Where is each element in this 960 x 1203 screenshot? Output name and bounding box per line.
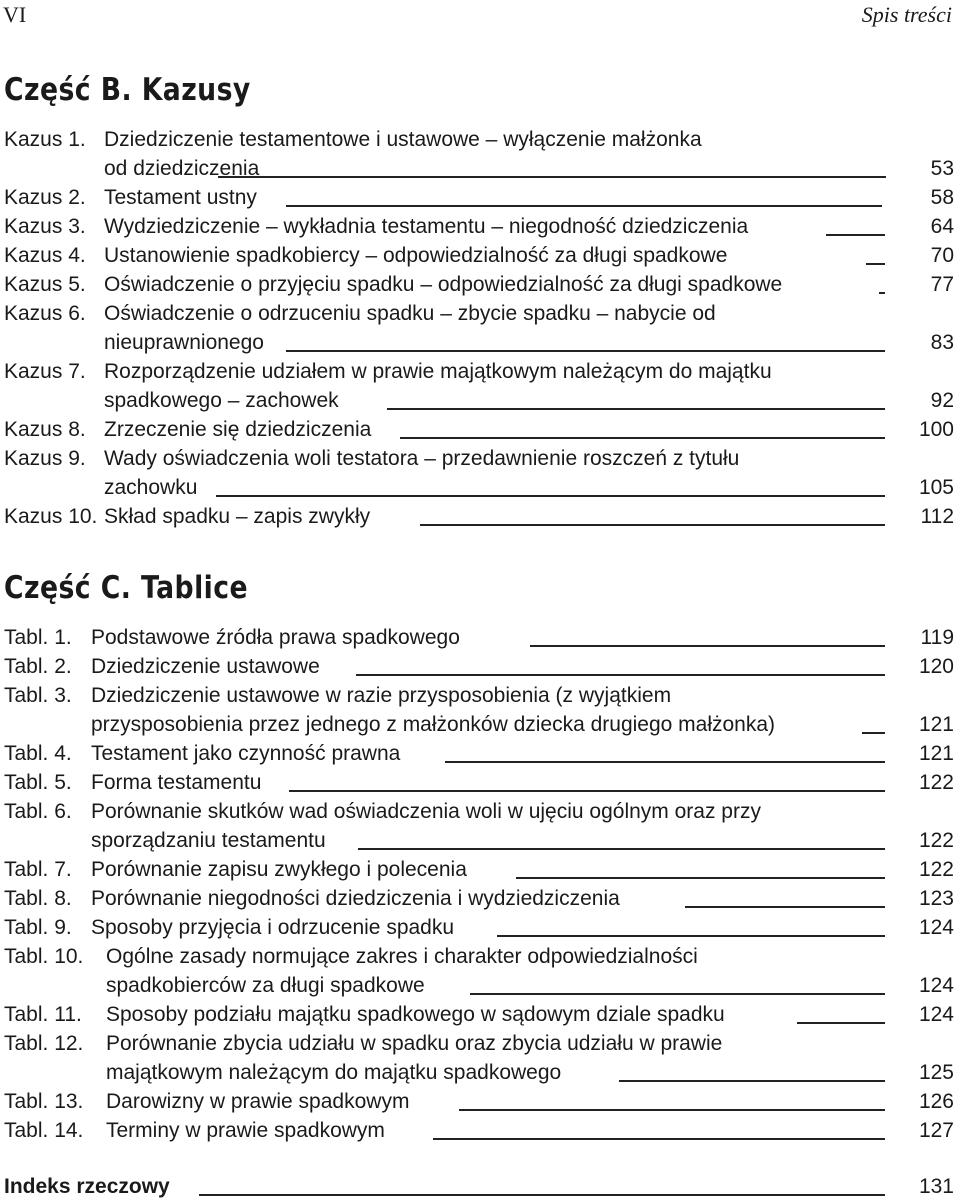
part-b-title: Część B. Kazusy	[4, 72, 251, 108]
leader-line	[862, 710, 885, 734]
toc-entry-line	[4, 241, 956, 270]
entry-title: Sposoby podziału majątku spadkowego w sądowym dziale spadku	[106, 1003, 725, 1026]
toc-entry-line	[4, 971, 956, 1000]
entry-page: 77	[930, 273, 954, 296]
entry-number: Tabl. 8.	[4, 887, 72, 910]
leader-line	[516, 855, 885, 879]
toc-entry[interactable]	[4, 502, 956, 531]
entry-number: Tabl. 2.	[4, 655, 72, 678]
toc-entry[interactable]	[4, 270, 956, 299]
entry-title: Wady oświadczenia woli testatora – przedawnienie roszczeń z tytułu	[104, 447, 740, 470]
leader-line	[400, 415, 885, 439]
leader-line	[530, 623, 885, 647]
toc-entry[interactable]	[4, 623, 956, 652]
toc-entry[interactable]	[4, 415, 956, 444]
toc-entry-line	[4, 1058, 956, 1087]
entry-number: Tabl. 6.	[4, 800, 72, 823]
entry-number: Tabl. 7.	[4, 858, 72, 881]
entry-title: Porównanie zbycia udziału w spadku oraz zbycia udziału w prawie	[106, 1032, 723, 1055]
running-title: Spis treści	[861, 2, 952, 27]
toc-entry-line	[4, 797, 956, 826]
toc-entry-line	[4, 1029, 956, 1058]
entry-page: 58	[930, 186, 954, 209]
toc-entry[interactable]	[4, 1029, 956, 1087]
toc-entry-line	[4, 1000, 956, 1029]
entry-title: Rozporządzenie udziałem w prawie majątkowym należącym do majątku	[104, 360, 772, 383]
leader-line	[218, 154, 886, 178]
entry-title: spadkowego – zachowek	[104, 389, 339, 412]
entry-number: Tabl. 10.	[4, 945, 84, 968]
entry-number: Kazus 5.	[4, 273, 86, 296]
leader-line	[216, 473, 885, 497]
toc-entry[interactable]	[4, 212, 956, 241]
entry-page: 122	[918, 829, 954, 852]
entry-title: Zrzeczenie się dziedziczenia	[104, 418, 372, 441]
entry-page: 105	[918, 476, 954, 499]
leader-line	[619, 1058, 885, 1082]
toc-entry[interactable]	[4, 681, 956, 739]
entry-number: Kazus 10.	[4, 505, 98, 528]
leader-line	[356, 652, 885, 676]
leader-line	[445, 739, 885, 763]
toc-entry-line	[4, 125, 956, 154]
entry-page: 123	[918, 887, 954, 910]
entry-page: 119	[920, 626, 954, 649]
entry-number: Kazus 6.	[4, 302, 86, 325]
toc-entry-line	[4, 681, 956, 710]
entry-number: Tabl. 14.	[4, 1119, 84, 1142]
entry-title: zachowku	[104, 476, 198, 499]
entry-page: 92	[930, 389, 954, 412]
toc-entry[interactable]	[4, 1000, 956, 1029]
leader-line	[470, 971, 885, 995]
leader-line	[358, 826, 885, 850]
toc-entry-line	[4, 710, 956, 739]
entry-number: Kazus 4.	[4, 244, 86, 267]
leader-line	[826, 212, 885, 236]
toc-entry-line	[4, 154, 956, 183]
entry-title: Dziedziczenie ustawowe w razie przysposobienia (z wyjątkiem	[91, 684, 672, 707]
entry-number: Tabl. 11.	[4, 1003, 82, 1026]
entry-title: Testament ustny	[104, 186, 257, 209]
entry-title: Dziedziczenie ustawowe	[91, 655, 320, 678]
toc-entry[interactable]	[4, 183, 956, 212]
entry-number: Kazus 3.	[4, 215, 86, 238]
toc-entry-line	[4, 270, 956, 299]
toc-entry[interactable]	[4, 652, 956, 681]
toc-entry-line	[4, 473, 956, 502]
entry-page: 64	[930, 215, 954, 238]
entry-title: Ustanowienie spadkobiercy – odpowiedzialność za długi spadkowe	[104, 244, 728, 267]
toc-entry[interactable]	[4, 125, 956, 183]
toc-entry-index[interactable]	[4, 1172, 956, 1201]
entry-title: Sposoby przyjęcia i odrzucenie spadku	[91, 916, 455, 939]
toc-entry[interactable]	[4, 768, 956, 797]
leader-line	[286, 183, 882, 207]
toc-entry[interactable]	[4, 884, 956, 913]
leader-line	[420, 502, 885, 526]
toc-entry-line	[4, 1087, 956, 1116]
entry-title: Porównanie skutków wad oświadczenia woli w ujęciu ogólnym oraz przy	[91, 800, 761, 823]
entry-title: spadkobierców za długi spadkowe	[106, 974, 425, 997]
toc-entry-line	[4, 826, 956, 855]
entry-number: Kazus 2.	[4, 186, 86, 209]
toc-entry-line	[4, 768, 956, 797]
entry-number: Kazus 1.	[4, 128, 86, 151]
entry-number: Tabl. 4.	[4, 742, 72, 765]
entry-number: Tabl. 9.	[4, 916, 72, 939]
entry-page: 120	[918, 655, 954, 678]
part-c-title: Część C. Tablice	[4, 570, 248, 606]
toc-entry-line	[4, 415, 956, 444]
entry-title: Testament jako czynność prawna	[91, 742, 401, 765]
leader-line	[433, 1116, 885, 1140]
toc-entry-line	[4, 183, 956, 212]
toc-entry[interactable]	[4, 855, 956, 884]
entry-number: Tabl. 3.	[4, 684, 72, 707]
leader-line	[685, 884, 885, 908]
entry-number: Kazus 7.	[4, 360, 86, 383]
entry-title: Oświadczenie o odrzuceniu spadku – zbycie spadku – nabycie od	[104, 302, 716, 325]
toc-entry-line	[4, 357, 956, 386]
entry-title: Skład spadku – zapis zwykły	[104, 505, 371, 528]
toc-entry-line	[4, 942, 956, 971]
toc-entry-line	[4, 212, 956, 241]
entry-number: Tabl. 5.	[4, 771, 72, 794]
entry-page: 124	[918, 916, 954, 939]
toc-entry[interactable]	[4, 357, 956, 415]
leader-line	[387, 386, 885, 410]
index-page: 131	[918, 1175, 954, 1198]
toc-entry[interactable]	[4, 942, 956, 1000]
entry-page: 121	[918, 742, 954, 765]
leader-line	[459, 1087, 885, 1111]
toc-entry-line	[4, 855, 956, 884]
entry-page: 122	[918, 771, 954, 794]
toc-entry[interactable]	[4, 1087, 956, 1116]
toc-entry[interactable]	[4, 797, 956, 855]
entry-number: Kazus 8.	[4, 418, 86, 441]
toc-entry-line	[4, 739, 956, 768]
entry-title: sporządzaniu testamentu	[91, 829, 326, 852]
running-head	[0, 0, 960, 30]
page-number: VI	[3, 2, 27, 27]
toc-entry-line	[4, 502, 956, 531]
entry-page: 124	[918, 974, 954, 997]
entry-title: Porównanie niegodności dziedziczenia i wydziedziczenia	[91, 887, 620, 910]
entry-page: 121	[918, 713, 954, 736]
entry-page: 125	[918, 1061, 954, 1084]
entry-page: 124	[918, 1003, 954, 1026]
entry-title: Terminy w prawie spadkowym	[106, 1119, 385, 1142]
leader-line	[289, 768, 885, 792]
entry-page: 112	[920, 505, 954, 528]
leader-line	[286, 328, 885, 352]
entry-title: Dziedziczenie testamentowe i ustawowe – wyłączenie małżonka	[104, 128, 702, 151]
entry-title: Forma testamentu	[91, 771, 262, 794]
leader-line	[497, 913, 885, 937]
entry-title: Porównanie zapisu zwykłego i polecenia	[91, 858, 467, 881]
entry-page: 127	[918, 1119, 954, 1142]
entry-number: Tabl. 12.	[4, 1032, 84, 1055]
entry-page: 100	[918, 418, 954, 441]
toc-entry[interactable]	[4, 913, 956, 942]
entry-page: 70	[930, 244, 954, 267]
entry-number: Kazus 9.	[4, 447, 86, 470]
entry-title: Ogólne zasady normujące zakres i charakter odpowiedzialności	[106, 945, 698, 968]
toc-entry[interactable]	[4, 1116, 956, 1145]
entry-title: od dziedziczenia	[104, 157, 260, 180]
entry-page: 122	[918, 858, 954, 881]
leader-line	[866, 241, 885, 265]
toc-entry-line	[4, 913, 956, 942]
toc-entry[interactable]	[4, 299, 956, 357]
entry-title: Darowizny w prawie spadkowym	[106, 1090, 410, 1113]
entry-page: 126	[918, 1090, 954, 1113]
entry-title: przysposobienia przez jednego z małżonków dziecka drugiego małżonka)	[91, 713, 776, 736]
entry-title: Wydziedziczenie – wykładnia testamentu – niegodność dziedziczenia	[104, 215, 749, 238]
leader-line	[797, 1000, 885, 1024]
toc-entry-line	[4, 444, 956, 473]
toc-entry-line	[4, 623, 956, 652]
entry-title: majątkowym należącym do majątku spadkowego	[106, 1061, 562, 1084]
toc-entry-line	[4, 328, 956, 357]
toc-entry-line	[4, 386, 956, 415]
index-title: Indeks rzeczowy	[4, 1175, 170, 1198]
entry-page: 53	[930, 157, 954, 180]
toc-entry-line	[4, 652, 956, 681]
entry-number: Tabl. 1.	[4, 626, 72, 649]
toc-entry-line	[4, 884, 956, 913]
toc-entry[interactable]	[4, 739, 956, 768]
entry-title: nieuprawnionego	[104, 331, 264, 354]
entry-title: Podstawowe źródła prawa spadkowego	[91, 626, 460, 649]
entry-title: Oświadczenie o przyjęciu spadku – odpowiedzialność za długi spadkowe	[104, 273, 783, 296]
leader-line	[879, 270, 885, 294]
toc-entry-line	[4, 299, 956, 328]
toc-entry[interactable]	[4, 444, 956, 502]
entry-page: 83	[930, 331, 954, 354]
toc-entry[interactable]	[4, 241, 956, 270]
leader-line	[199, 1172, 885, 1196]
entry-number: Tabl. 13.	[4, 1090, 84, 1113]
toc-entry-line	[4, 1116, 956, 1145]
